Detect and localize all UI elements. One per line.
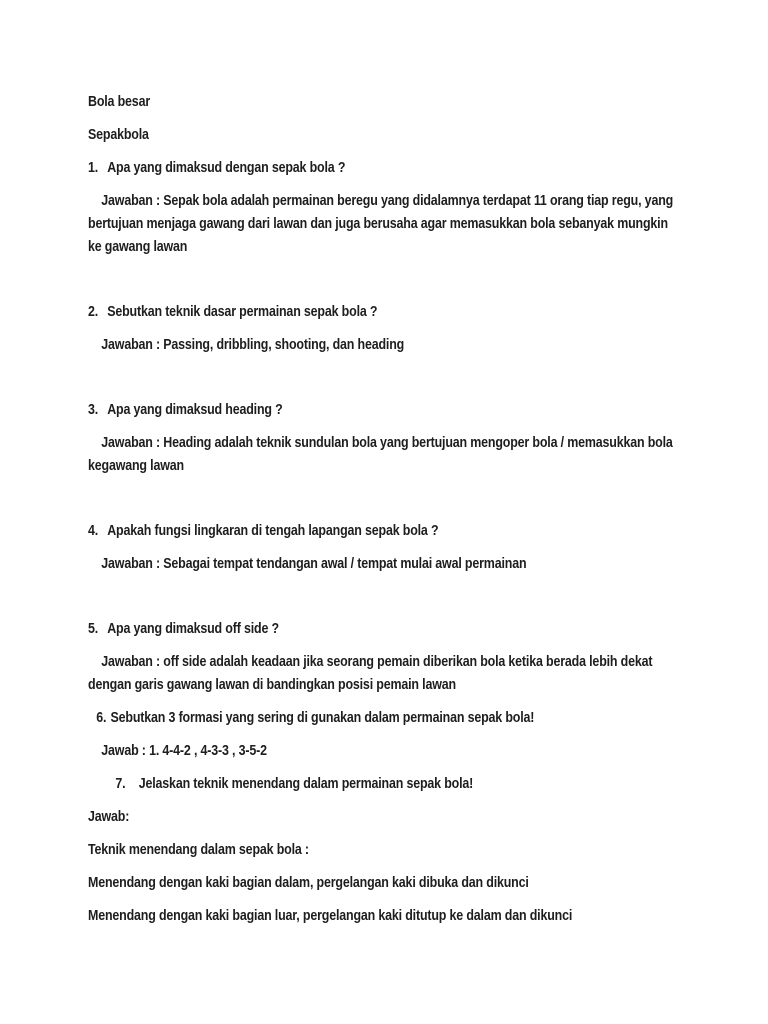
heading-bola-besar: Bola besar — [88, 93, 151, 110]
answer-4: Jawaban : Sebagai tempat tendangan awal / tempat mulai awal permainan — [101, 555, 527, 572]
question-3-number: 3. — [88, 401, 99, 418]
question-4 — [88, 519, 679, 542]
answer-2: Jawaban : Passing, dribbling, shooting, dan heading — [101, 336, 405, 353]
question-7-text: Jelaskan teknik menendang dalam permainan sepak bola! — [138, 775, 474, 792]
question-5-number: 5. — [88, 620, 99, 637]
question-4-text: Apakah fungsi lingkaran di tengah lapangan sepak bola ? — [107, 522, 439, 539]
question-6-number: 6. — [96, 709, 107, 726]
question-2 — [88, 300, 679, 323]
question-1-text: Apa yang dimaksud dengan sepak bola ? — [107, 159, 346, 176]
answer-1: Jawaban : Sepak bola adalah permainan beregu yang didalamnya terdapat 11 orang tiap regu, yang bertujuan menjaga gawang dari lawan dan juga berusaha agar memasukkan bola sebanyak mungkin ke gawang lawan — [88, 192, 674, 255]
question-2-text: Sebutkan teknik dasar permainan sepak bola ? — [107, 303, 378, 320]
question-5-text: Apa yang dimaksud off side ? — [107, 620, 279, 637]
answer-5: Jawaban : off side adalah keadaan jika seorang pemain diberikan bola ketika berada lebih dekat dengan garis gawang lawan di bandingkan posisi pemain lawan — [88, 653, 653, 693]
question-6-text: Sebutkan 3 formasi yang sering di gunakan dalam permainan sepak bola! — [110, 709, 535, 726]
answer-6: Jawab : 1. 4-4-2 , 4-3-3 , 3-5-2 — [101, 742, 267, 759]
closing-teknik-heading: Teknik menendang dalam sepak bola : — [88, 841, 309, 858]
closing-jawab-label: Jawab: — [88, 808, 130, 825]
question-6 — [96, 706, 679, 729]
question-3 — [88, 398, 679, 421]
closing-teknik-luar: Menendang dengan kaki bagian luar, pergelangan kaki ditutup ke dalam dan dikunci — [88, 907, 573, 924]
question-7-number: 7. — [115, 775, 126, 792]
question-4-number: 4. — [88, 522, 99, 539]
question-1-number: 1. — [88, 159, 99, 176]
closing-teknik-dalam: Menendang dengan kaki bagian dalam, pergelangan kaki dibuka dan dikunci — [88, 874, 529, 891]
question-7 — [115, 772, 679, 795]
question-1 — [88, 156, 679, 179]
question-5 — [88, 617, 679, 640]
question-2-number: 2. — [88, 303, 99, 320]
answer-3: Jawaban : Heading adalah teknik sundulan bola yang bertujuan mengoper bola / memasukkan bola kegawang lawan — [88, 434, 673, 474]
heading-sepakbola: Sepakbola — [88, 126, 149, 143]
question-3-text: Apa yang dimaksud heading ? — [107, 401, 283, 418]
document-content — [88, 90, 679, 937]
